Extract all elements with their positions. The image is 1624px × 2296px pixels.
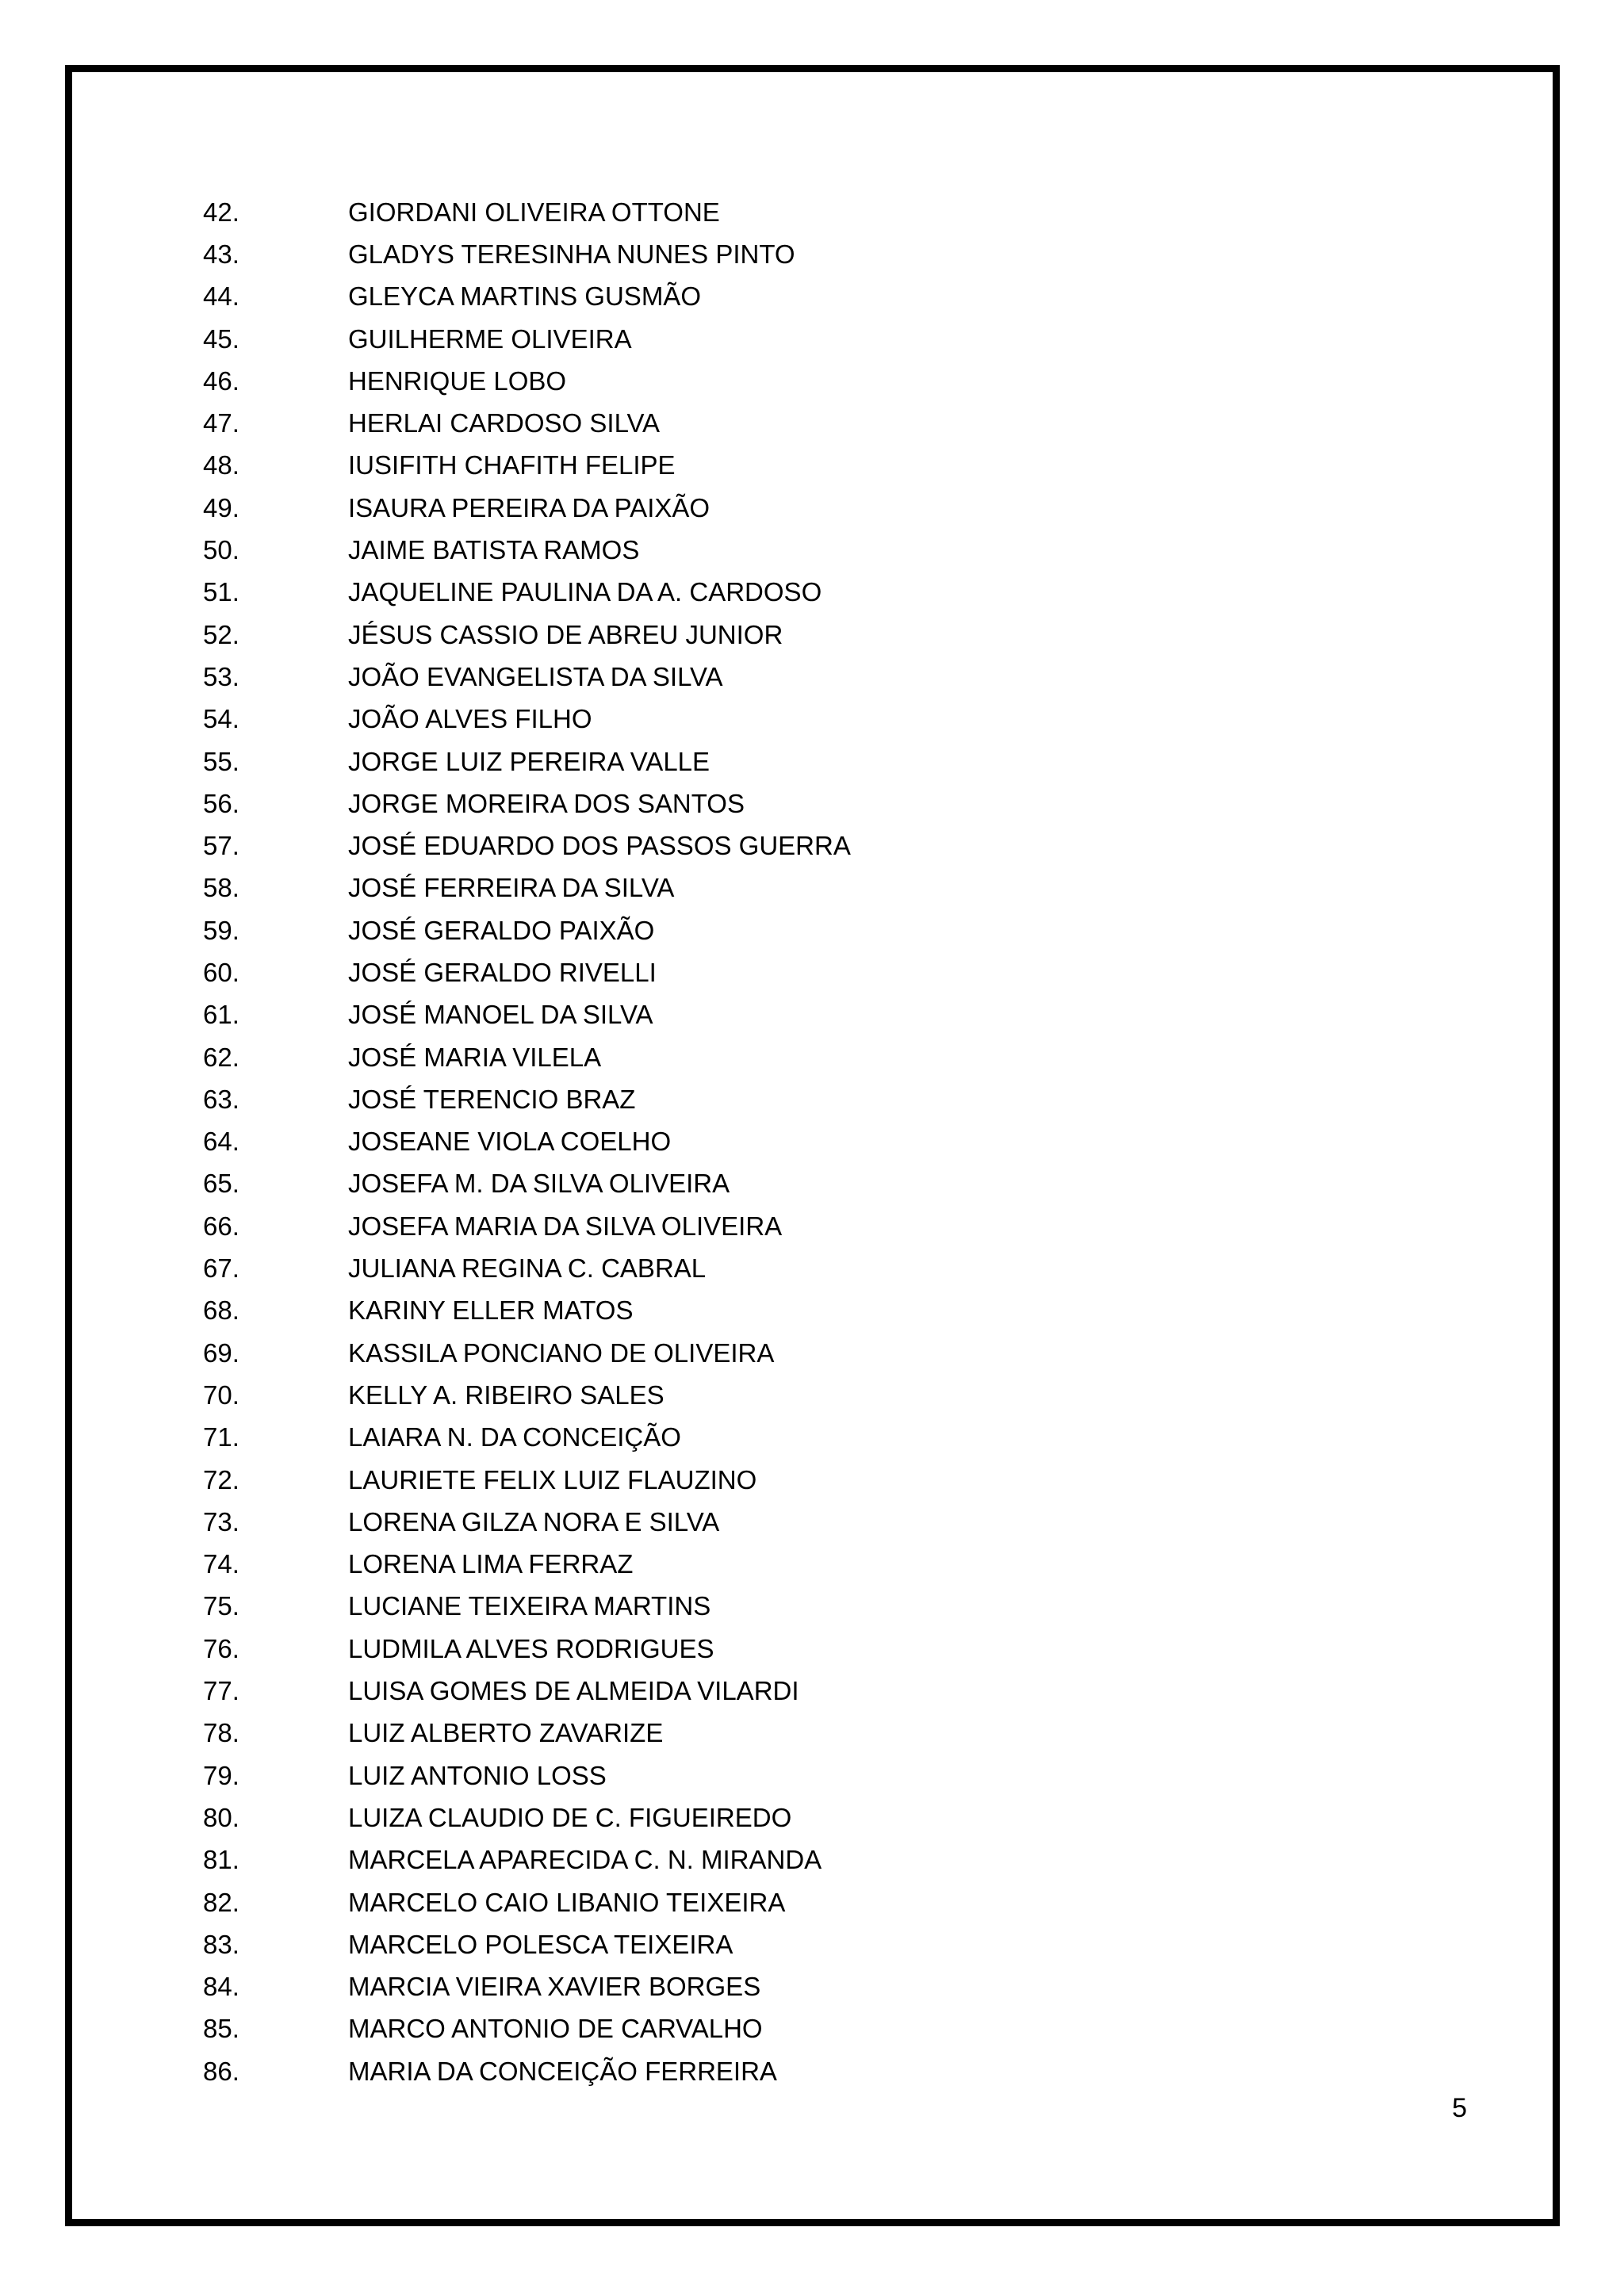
list-item-number: 56.: [203, 788, 239, 818]
list-item: [203, 2050, 851, 2092]
list-item: [203, 529, 851, 571]
list-item-number: 65.: [203, 1169, 239, 1199]
list-item: [203, 1839, 851, 1881]
list-item-name: JOÃO EVANGELISTA DA SILVA: [348, 661, 723, 691]
list-item-number: 77.: [203, 1676, 239, 1706]
list-item-name: JOSÉ FERREIRA DA SILVA: [348, 873, 675, 903]
list-item-name: KELLY A. RIBEIRO SALES: [348, 1380, 665, 1410]
list-item-name: LUIZ ALBERTO ZAVARIZE: [348, 1718, 664, 1748]
list-item: [203, 1163, 851, 1205]
list-item-name: GUILHERME OLIVEIRA: [348, 323, 632, 354]
list-item-name: JORGE MOREIRA DOS SANTOS: [348, 788, 745, 818]
list-item-number: 49.: [203, 492, 239, 522]
list-item-number: 70.: [203, 1380, 239, 1410]
list-item-name: LUDMILA ALVES RODRIGUES: [348, 1633, 714, 1663]
list-item-name: JOSEANE VIOLA COELHO: [348, 1127, 672, 1157]
list-item-name: JOSÉ GERALDO RIVELLI: [348, 957, 657, 987]
list-item-number: 60.: [203, 957, 239, 987]
list-item-number: 79.: [203, 1760, 239, 1790]
list-item-number: 69.: [203, 1337, 239, 1368]
list-item: [203, 1501, 851, 1543]
list-item-number: 64.: [203, 1127, 239, 1157]
list-item: [203, 783, 851, 825]
list-item: [203, 487, 851, 529]
list-item-name: MARCELO CAIO LIBANIO TEIXEIRA: [348, 1887, 786, 1917]
list-item-name: KARINY ELLER MATOS: [348, 1295, 634, 1326]
list-item: [203, 1965, 851, 2007]
list-item: [203, 825, 851, 867]
list-item-number: 47.: [203, 408, 239, 438]
list-item: [203, 572, 851, 614]
list-item-number: 73.: [203, 1506, 239, 1536]
list-item: [203, 1121, 851, 1163]
list-item: [203, 276, 851, 318]
list-item-number: 62.: [203, 1042, 239, 1072]
list-item: [203, 1628, 851, 1670]
list-item: [203, 1755, 851, 1797]
list-item: [203, 233, 851, 275]
list-item: [203, 1586, 851, 1628]
list-item-name: LUISA GOMES DE ALMEIDA VILARDI: [348, 1676, 799, 1706]
list-item: [203, 614, 851, 656]
list-item: [203, 1374, 851, 1416]
list-item-name: GLADYS TERESINHA NUNES PINTO: [348, 239, 795, 269]
list-item-name: JÉSUS CASSIO DE ABREU JUNIOR: [348, 619, 783, 649]
list-item-number: 46.: [203, 365, 239, 396]
list-item-number: 85.: [203, 2014, 239, 2044]
list-item-name: JAQUELINE PAULINA DA A. CARDOSO: [348, 577, 822, 607]
list-item: [203, 1205, 851, 1247]
list-item: [203, 951, 851, 993]
list-item: [203, 1290, 851, 1332]
list-item-name: KASSILA PONCIANO DE OLIVEIRA: [348, 1337, 775, 1368]
list-item-number: 53.: [203, 661, 239, 691]
list-item: [203, 1544, 851, 1586]
list-item-number: 86.: [203, 2056, 239, 2086]
list-item: [203, 1247, 851, 1289]
list-item: [203, 2008, 851, 2050]
list-item-name: JOSÉ TERENCIO BRAZ: [348, 1084, 636, 1114]
list-item-number: 82.: [203, 1887, 239, 1917]
list-item: [203, 318, 851, 360]
list-item-name: JOSEFA M. DA SILVA OLIVEIRA: [348, 1169, 730, 1199]
list-item-name: LORENA LIMA FERRAZ: [348, 1549, 634, 1579]
list-item-number: 44.: [203, 281, 239, 312]
list-item-number: 45.: [203, 323, 239, 354]
list-item-number: 83.: [203, 1929, 239, 1959]
list-item-name: JOSÉ GERALDO PAIXÃO: [348, 915, 655, 945]
list-item-number: 61.: [203, 1000, 239, 1030]
list-item-name: GIORDANI OLIVEIRA OTTONE: [348, 197, 720, 227]
list-item: [203, 1332, 851, 1374]
list-item-number: 71.: [203, 1422, 239, 1452]
list-item-name: LUCIANE TEIXEIRA MARTINS: [348, 1591, 711, 1621]
list-item-number: 76.: [203, 1633, 239, 1663]
list-item: [203, 1797, 851, 1839]
list-item: [203, 1670, 851, 1712]
list-item-number: 48.: [203, 450, 239, 480]
list-item-number: 80.: [203, 1802, 239, 1832]
list-item: [203, 360, 851, 402]
list-item-number: 54.: [203, 704, 239, 734]
list-item: [203, 994, 851, 1036]
list-item-name: IUSIFITH CHAFITH FELIPE: [348, 450, 676, 480]
list-item-name: HERLAI CARDOSO SILVA: [348, 408, 661, 438]
list-item-name: MARCELA APARECIDA C. N. MIRANDA: [348, 1845, 822, 1875]
list-item-number: 52.: [203, 619, 239, 649]
list-item-number: 63.: [203, 1084, 239, 1114]
list-item-name: MARCELO POLESCA TEIXEIRA: [348, 1929, 733, 1959]
list-item-number: 66.: [203, 1211, 239, 1241]
list-item-number: 50.: [203, 535, 239, 565]
list-item-name: MARCIA VIEIRA XAVIER BORGES: [348, 1972, 761, 2002]
list-item: [203, 1712, 851, 1755]
name-list: [203, 191, 851, 2092]
list-item-name: LUIZ ANTONIO LOSS: [348, 1760, 607, 1790]
list-item-name: LORENA GILZA NORA E SILVA: [348, 1506, 720, 1536]
list-item-name: LAURIETE FELIX LUIZ FLAUZINO: [348, 1464, 757, 1494]
list-item: [203, 740, 851, 783]
list-item-number: 42.: [203, 197, 239, 227]
list-item: [203, 1923, 851, 1965]
list-item: [203, 909, 851, 951]
list-item-number: 72.: [203, 1464, 239, 1494]
list-item: [203, 1036, 851, 1078]
list-item-name: HENRIQUE LOBO: [348, 365, 567, 396]
list-item-number: 74.: [203, 1549, 239, 1579]
list-item-name: ISAURA PEREIRA DA PAIXÃO: [348, 492, 710, 522]
list-item-number: 43.: [203, 239, 239, 269]
list-item-name: LAIARA N. DA CONCEIÇÃO: [348, 1422, 681, 1452]
list-item-name: JOSÉ MARIA VILELA: [348, 1042, 602, 1072]
list-item-name: JAIME BATISTA RAMOS: [348, 535, 640, 565]
list-item: [203, 656, 851, 698]
list-item-name: JOSÉ MANOEL DA SILVA: [348, 1000, 653, 1030]
list-item-number: 51.: [203, 577, 239, 607]
list-item-number: 59.: [203, 915, 239, 945]
list-item-number: 57.: [203, 831, 239, 861]
list-item-number: 55.: [203, 746, 239, 776]
list-item: [203, 445, 851, 487]
list-item-name: JORGE LUIZ PEREIRA VALLE: [348, 746, 710, 776]
list-item: [203, 1881, 851, 1923]
list-item-name: MARCO ANTONIO DE CARVALHO: [348, 2014, 763, 2044]
list-item-name: JOSÉ EDUARDO DOS PASSOS GUERRA: [348, 831, 851, 861]
list-item-number: 68.: [203, 1295, 239, 1326]
list-item-name: JOSEFA MARIA DA SILVA OLIVEIRA: [348, 1211, 783, 1241]
list-item: [203, 1417, 851, 1459]
list-item-name: GLEYCA MARTINS GUSMÃO: [348, 281, 701, 312]
list-item-number: 67.: [203, 1253, 239, 1284]
list-item: [203, 867, 851, 909]
list-item-number: 78.: [203, 1718, 239, 1748]
list-item-number: 75.: [203, 1591, 239, 1621]
list-item-number: 84.: [203, 1972, 239, 2002]
list-item-name: LUIZA CLAUDIO DE C. FIGUEIREDO: [348, 1802, 792, 1832]
list-item: [203, 1459, 851, 1501]
list-item: [203, 1078, 851, 1120]
list-item-name: JOÃO ALVES FILHO: [348, 704, 592, 734]
list-item: [203, 402, 851, 444]
list-item-number: 81.: [203, 1845, 239, 1875]
list-item-number: 58.: [203, 873, 239, 903]
list-item: [203, 191, 851, 233]
page-number: 5: [1452, 2093, 1467, 2123]
list-item-name: MARIA DA CONCEIÇÃO FERREIRA: [348, 2056, 777, 2086]
list-item-name: JULIANA REGINA C. CABRAL: [348, 1253, 707, 1284]
list-item: [203, 698, 851, 740]
